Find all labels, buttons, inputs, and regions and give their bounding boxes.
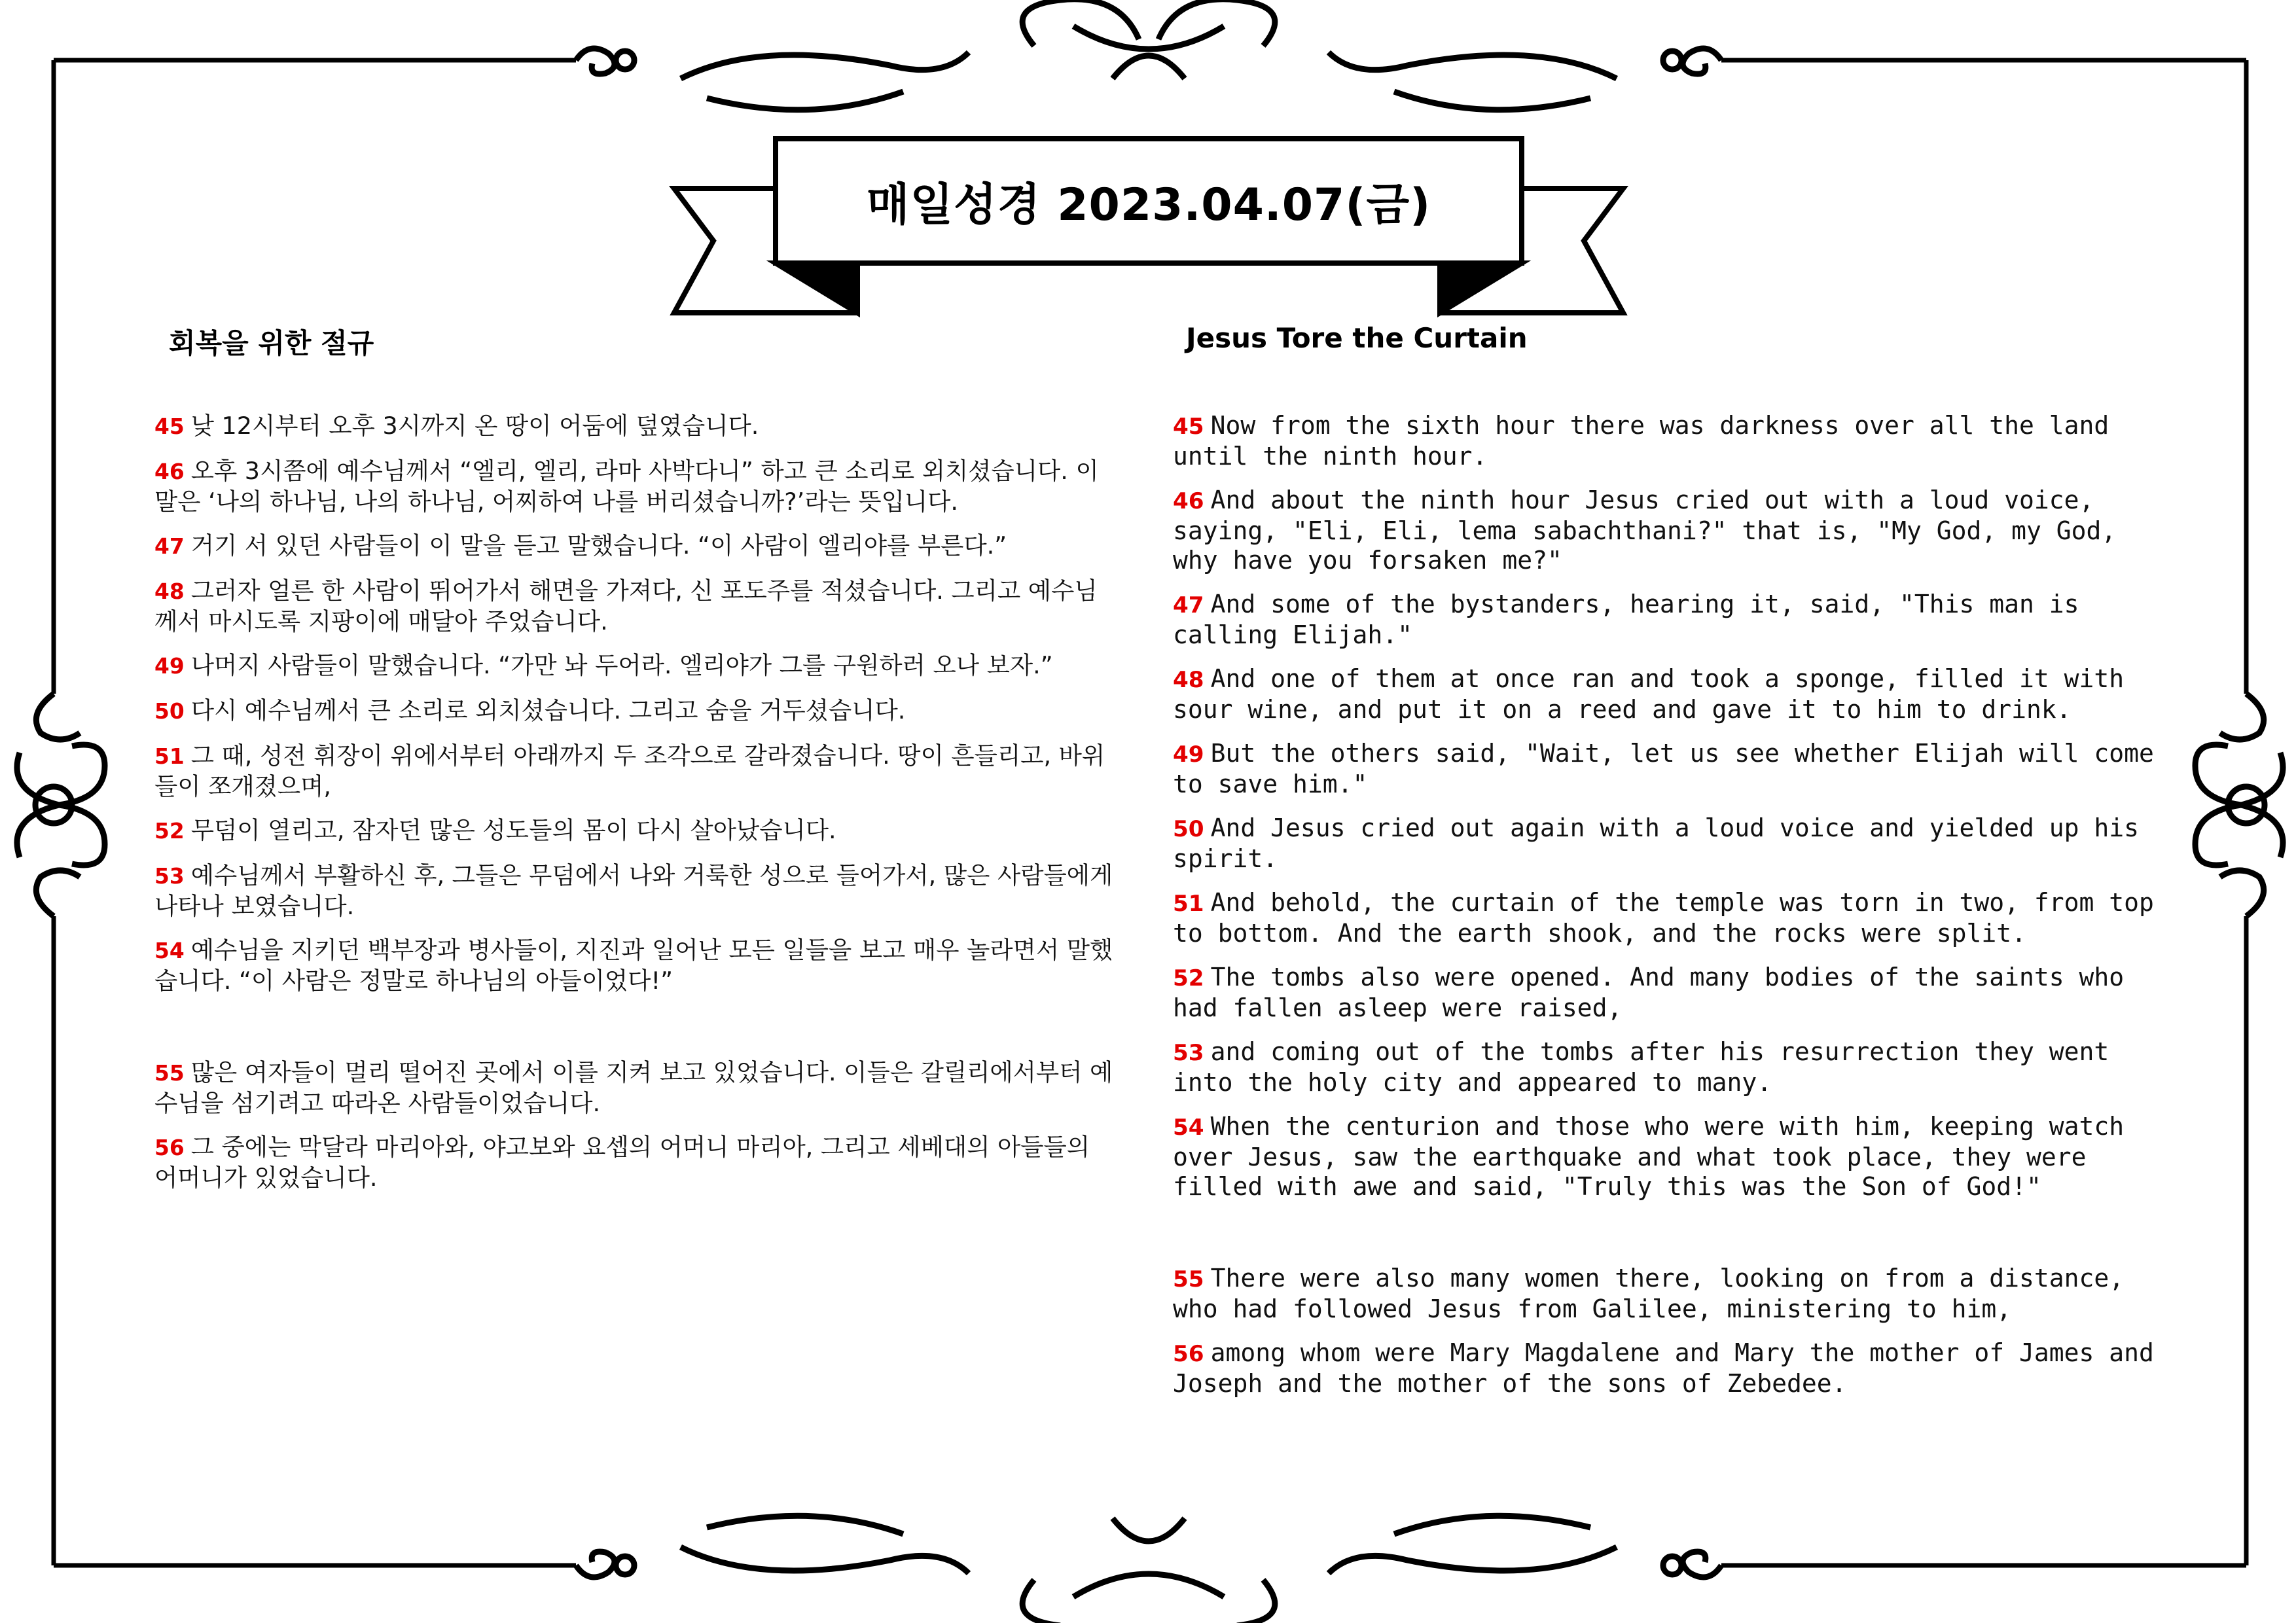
verse-text: and coming out of the tombs after his resurrection they went into the holy city and appeared to many. — [1173, 1037, 2109, 1097]
left-side-ornament — [17, 694, 105, 916]
verse-52-en — [1173, 963, 2155, 1023]
verse-55-en — [1173, 1264, 2155, 1324]
korean-verses — [154, 411, 1117, 1207]
verse-49-ko — [154, 651, 1117, 681]
page-title: 매일성경 2023.04.07(금) — [866, 179, 1431, 231]
verse-number: 55 — [1173, 1266, 1204, 1293]
verse-50-ko — [154, 696, 1117, 726]
verse-text: And about the ninth hour Jesus cried out with a loud voice, saying, "Eli, Eli, lema sabachthani?" that is, "My God, my God, why have you forsaken me?" — [1173, 486, 2117, 575]
verse-number: 51 — [1173, 891, 1204, 917]
verse-54-ko — [154, 935, 1117, 995]
bottom-scroll-ornament — [576, 1516, 1721, 1623]
verse-text: 그 중에는 막달라 마리아와, 야고보와 요셉의 어머니 마리아, 그리고 세베대의 아들들의 어머니가 있었습니다. — [154, 1133, 1090, 1192]
verse-55-ko — [154, 1058, 1117, 1118]
verse-text: But the others said, "Wait, let us see whether Elijah will come to save him." — [1173, 739, 2154, 798]
korean-section-title: 회복을 위한 절규 — [169, 327, 374, 359]
verse-number: 49 — [154, 654, 185, 679]
verse-number: 56 — [1173, 1341, 1204, 1367]
verse-number: 50 — [154, 699, 185, 724]
top-scroll-ornament — [576, 0, 1721, 110]
verse-52-ko — [154, 815, 1117, 846]
verse-text: 예수님께서 부활하신 후, 그들은 무덤에서 나와 거룩한 성으로 들어가서, 많은 사람들에게 나타나 보였습니다. — [154, 861, 1113, 920]
verse-number: 50 — [1173, 816, 1204, 842]
verse-47-en — [1173, 590, 2155, 650]
verse-number: 46 — [1173, 488, 1204, 514]
verse-number: 45 — [154, 414, 185, 439]
verse-text: 예수님을 지키던 백부장과 병사들이, 지진과 일어난 모든 일들을 보고 매우 놀라면서 말했습니다. “이 사람은 정말로 하나님의 아들이었다!” — [154, 936, 1113, 995]
verse-number: 48 — [154, 579, 185, 604]
verse-text: 많은 여자들이 멀리 떨어진 곳에서 이를 지켜 보고 있었습니다. 이들은 갈릴리에서부터 예수님을 섬기려고 따라온 사람들이었습니다. — [154, 1058, 1113, 1117]
verse-56-en — [1173, 1338, 2155, 1399]
verse-number: 55 — [154, 1061, 185, 1086]
verse-text: Now from the sixth hour there was darkness over all the land until the ninth hour. — [1173, 411, 2109, 471]
verse-text: 나머지 사람들이 말했습니다. “가만 놔 두어라. 엘리야가 그를 구원하러 오나 보자.” — [190, 651, 1053, 679]
verse-number: 46 — [154, 459, 185, 484]
verse-53-ko — [154, 861, 1117, 921]
verse-47-ko — [154, 531, 1117, 562]
verse-54-en — [1173, 1112, 2155, 1202]
verse-text: 무덤이 열리고, 잠자던 많은 성도들의 몸이 다시 살아났습니다. — [190, 816, 836, 844]
verse-text: 그 때, 성전 휘장이 위에서부터 아래까지 두 조각으로 갈라졌습니다. 땅이 흔들리고, 바위들이 쪼개졌으며, — [154, 741, 1105, 800]
verse-45-en — [1173, 411, 2155, 471]
verse-text: And behold, the curtain of the temple was torn in two, from top to bottom. And the earth shook, and the rocks were split. — [1173, 888, 2154, 948]
verse-number: 49 — [1173, 741, 1204, 768]
verse-56-ko — [154, 1132, 1117, 1192]
verse-number: 45 — [1173, 414, 1204, 440]
verse-text: There were also many women there, looking on from a distance, who had followed Jesus from Galilee, ministering to him, — [1173, 1264, 2125, 1323]
verse-48-ko — [154, 576, 1117, 636]
verse-number: 47 — [154, 534, 185, 559]
verse-text: When the centurion and those who were with him, keeping watch over Jesus, saw the earthquake and what took place, they were filled with awe and said, "Truly this was the Son of God!" — [1173, 1112, 2125, 1201]
verse-text: 거기 서 있던 사람들이 이 말을 듣고 말했습니다. “이 사람이 엘리야를 부른다.” — [190, 531, 1007, 560]
verse-53-en — [1173, 1037, 2155, 1097]
verse-51-ko — [154, 741, 1117, 801]
verse-number: 53 — [154, 864, 185, 889]
verse-text: The tombs also were opened. And many bodies of the saints who had fallen asleep were raised, — [1173, 963, 2125, 1022]
verse-number: 53 — [1173, 1040, 1204, 1066]
verse-49-en — [1173, 739, 2155, 799]
verse-number: 56 — [154, 1135, 185, 1160]
verse-50-en — [1173, 813, 2155, 874]
verse-text: And some of the bystanders, hearing it, said, "This man is calling Elijah." — [1173, 590, 2079, 649]
verse-45-ko — [154, 411, 1117, 442]
verse-text: And Jesus cried out again with a loud voice and yielded up his spirit. — [1173, 813, 2140, 873]
verse-text: 오후 3시쯤에 예수님께서 “엘리, 엘리, 라마 사박다니” 하고 큰 소리로 외치셨습니다. 이 말은 ‘나의 하나님, 나의 하나님, 어찌하여 나를 버리셨습니까?’라는 뜻입니다. — [154, 457, 1099, 516]
verse-46-en — [1173, 486, 2155, 575]
verse-number: 47 — [1173, 592, 1204, 618]
right-side-ornament — [2195, 694, 2283, 916]
verse-text: 그러자 얼른 한 사람이 뛰어가서 해면을 가져다, 신 포도주를 적셨습니다. 그리고 예수님께서 마시도록 지팡이에 매달아 주었습니다. — [154, 577, 1098, 635]
verse-48-en — [1173, 664, 2155, 724]
verse-text: among whom were Mary Magdalene and Mary the mother of James and Joseph and the mother of the sons of Zebedee. — [1173, 1338, 2154, 1398]
english-section-title: Jesus Tore the Curtain — [1186, 322, 1528, 354]
verse-number: 54 — [154, 938, 185, 963]
verse-46-ko — [154, 456, 1117, 516]
english-verses — [1173, 411, 2155, 1413]
verse-51-en — [1173, 888, 2155, 948]
verse-text: 낮 12시부터 오후 3시까지 온 땅이 어둠에 덮였습니다. — [190, 412, 759, 440]
verse-number: 52 — [154, 819, 185, 844]
verse-text: And one of them at once ran and took a sponge, filled it with sour wine, and put it on a reed and gave it to him to drink. — [1173, 664, 2125, 724]
verse-number: 54 — [1173, 1115, 1204, 1141]
verse-number: 48 — [1173, 667, 1204, 693]
verse-text: 다시 예수님께서 큰 소리로 외치셨습니다. 그리고 숨을 거두셨습니다. — [190, 696, 906, 724]
verse-number: 51 — [154, 744, 185, 769]
verse-number: 52 — [1173, 965, 1204, 991]
